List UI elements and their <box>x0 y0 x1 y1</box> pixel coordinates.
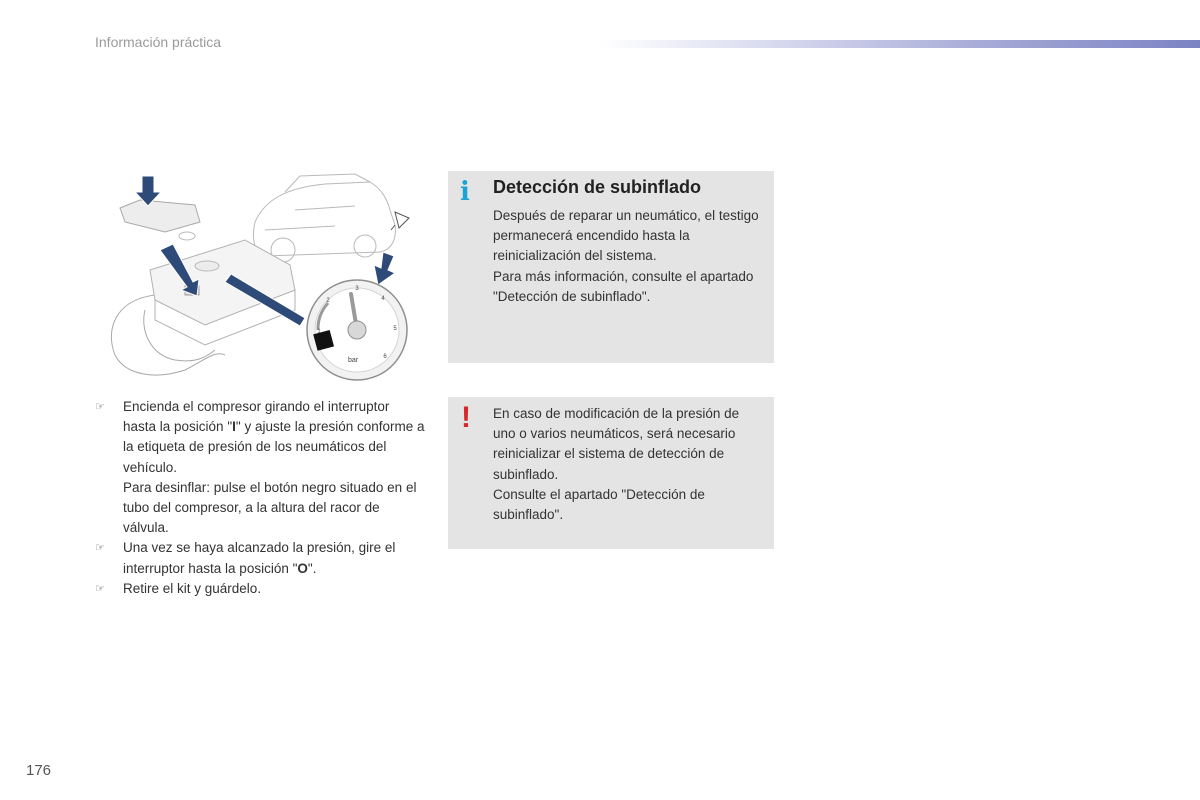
info-box-title: Detección de subinflado <box>493 177 702 197</box>
gauge-tick: 6 <box>383 354 387 360</box>
step-text: Una vez se haya alcanzado la presión, gire el interruptor hasta la posición "O". <box>123 540 396 576</box>
warning-box <box>448 397 774 549</box>
info-box-paragraph: Para más información, consulte el apartado "Detección de subinflado". <box>493 268 754 304</box>
gauge-tick: 1 <box>317 329 321 335</box>
step-item <box>95 579 425 599</box>
info-box <box>448 171 774 363</box>
step-item <box>95 538 425 578</box>
step-text: Retire el kit y guárdelo. <box>123 580 262 596</box>
gauge-tick: 5 <box>393 326 397 332</box>
pointing-hand-icon: ☞ <box>95 582 105 595</box>
step-text: Para desinflar: pulse el botón negro situado en el tubo del compresor, a la altura del racor de válvula. <box>123 479 417 536</box>
pressure-gauge <box>307 280 407 380</box>
compressor-illustration <box>95 170 425 385</box>
warning-icon: ! <box>461 401 471 434</box>
gauge-tick: 4 <box>381 296 385 302</box>
info-box-paragraph: Después de reparar un neumático, el testigo permanecerá encendido hasta la reinicialización del sistema. <box>493 208 759 264</box>
pointing-hand-icon: ☞ <box>95 401 105 413</box>
header-bar <box>600 40 1200 48</box>
gauge-unit: bar <box>347 357 359 364</box>
step-text: Encienda el compresor girando el interruptor hasta la posición "I" y ajuste la presión conforme a la etiqueta de presión de los neumáticos del vehículo. <box>123 399 425 475</box>
page-number: 176 <box>26 762 52 779</box>
info-icon: i <box>460 177 470 207</box>
warning-box-paragraph: En caso de modificación de la presión de uno o varios neumáticos, será necesario reinicializar el sistema de detección de subinflado. <box>493 406 740 482</box>
step-item <box>95 397 425 538</box>
section-title: Información práctica <box>95 34 222 50</box>
gauge-tick: 3 <box>355 286 359 292</box>
warning-box-paragraph: Consulte el apartado "Detección de subinflado". <box>493 486 705 523</box>
gauge-tick: 2 <box>326 298 330 304</box>
pointing-hand-icon: ☞ <box>95 542 105 555</box>
steps-list <box>95 397 425 599</box>
